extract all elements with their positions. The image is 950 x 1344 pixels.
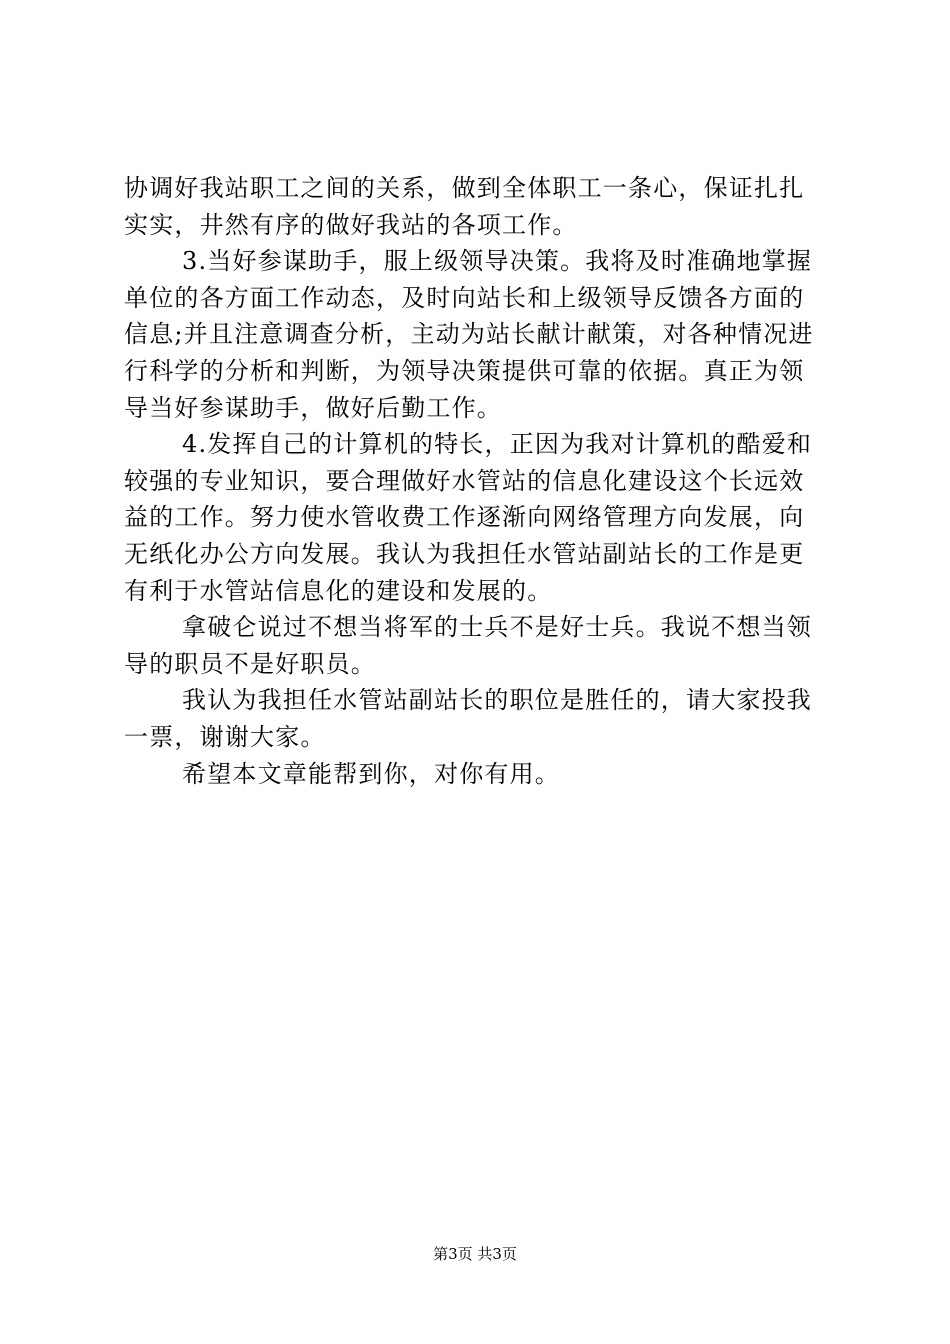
body-text-line: 导的职员不是好职员。 bbox=[124, 649, 376, 678]
body-text-line: 导当好参谋助手，做好后勤工作。 bbox=[124, 393, 502, 422]
body-text-line: 拿破仑说过不想当将军的士兵不是好士兵。我说不想当领 bbox=[182, 613, 812, 642]
body-text-line: 有利于水管站信息化的建设和发展的。 bbox=[124, 576, 553, 605]
body-text-line: 较强的专业知识，要合理做好水管站的信息化建设这个长远效 bbox=[124, 466, 805, 495]
body-text-line: 4.发挥自己的计算机的特长，正因为我对计算机的酷爱和 bbox=[182, 430, 813, 459]
body-text-line: 单位的各方面工作动态，及时向站长和上级领导反馈各方面的 bbox=[124, 283, 805, 312]
body-text-line: 3.当好参谋助手，服上级领导决策。我将及时准确地掌握 bbox=[182, 247, 813, 276]
body-text-line: 协调好我站职工之间的关系，做到全体职工一条心，保证扎扎 bbox=[124, 174, 805, 202]
body-text-line: 行科学的分析和判断，为领导决策提供可靠的依据。真正为领 bbox=[124, 356, 805, 385]
body-text-line: 实实，井然有序的做好我站的各项工作。 bbox=[124, 210, 578, 239]
body-text-line: 我认为我担任水管站副站长的职位是胜任的，请大家投我 bbox=[182, 686, 812, 715]
body-text-line: 益的工作。努力使水管收费工作逐渐向网络管理方向发展，向 bbox=[124, 503, 805, 532]
body-text-line: 无纸化办公方向发展。我认为我担任水管站副站长的工作是更 bbox=[124, 539, 805, 568]
body-text-line: 信息;并且注意调查分析，主动为站长献计献策，对各种情况进 bbox=[124, 320, 814, 349]
document-body bbox=[124, 170, 836, 792]
page-number-footer: 第3页 共3页 bbox=[433, 1245, 517, 1263]
body-text-line: 一票，谢谢大家。 bbox=[124, 722, 326, 751]
body-text-line: 希望本文章能帮到你，对你有用。 bbox=[182, 759, 560, 788]
